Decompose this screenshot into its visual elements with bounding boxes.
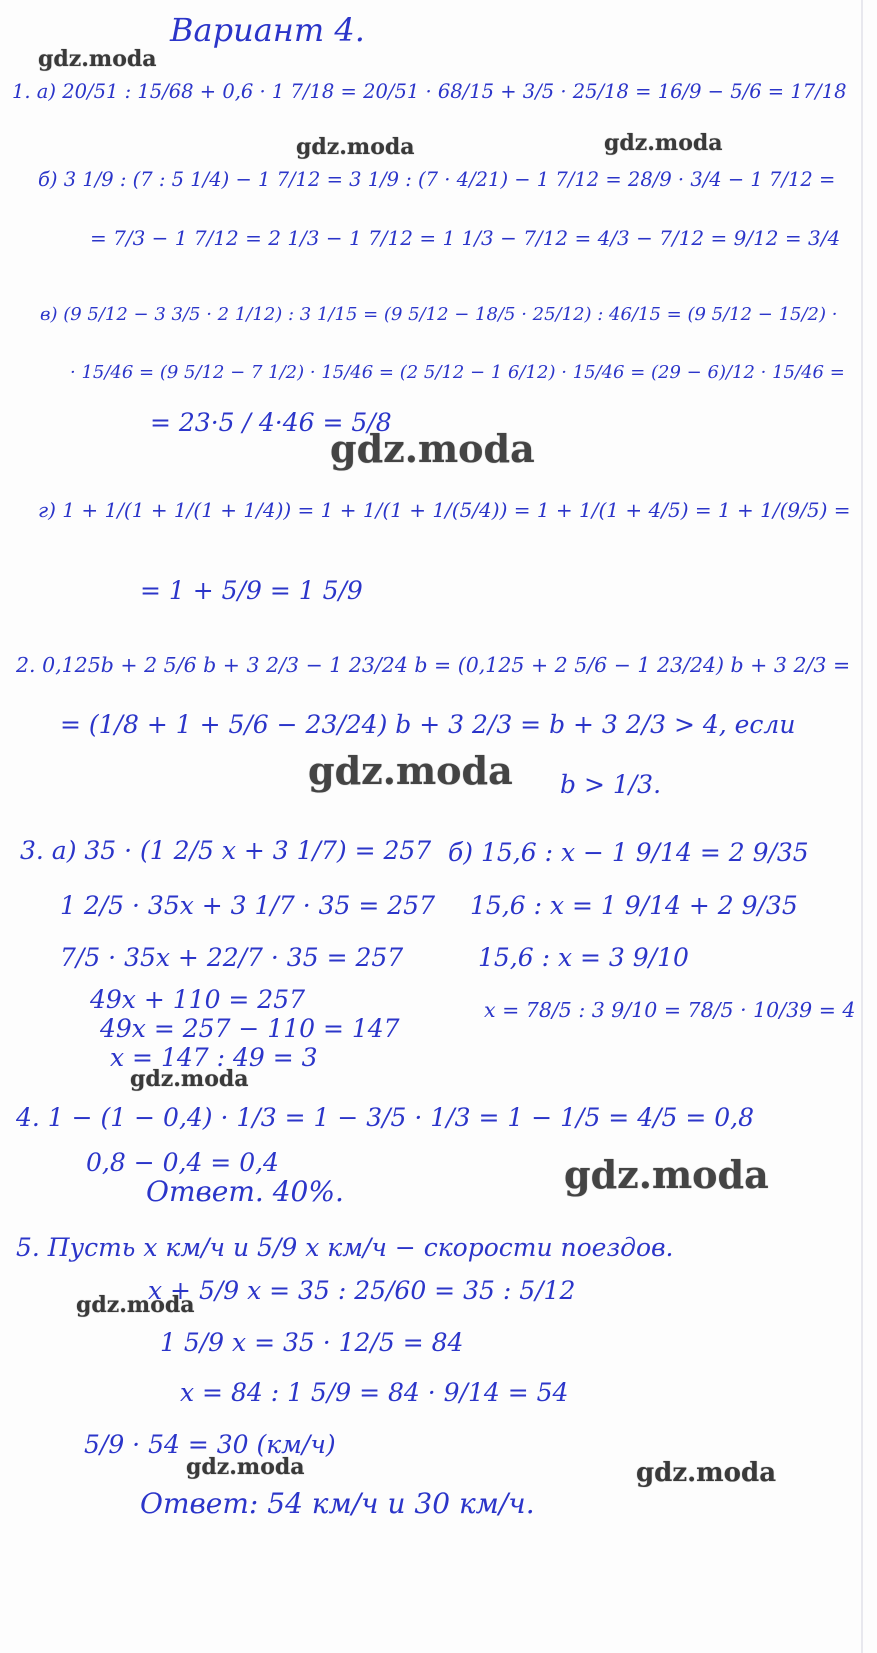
task1-b-line2: = 7/3 − 1 7/12 = 2 1/3 − 1 7/12 = 1 1/3 − 7/12 = 4/3 − 7/12 = 9/12 = 3/4 — [90, 226, 841, 250]
task5-line1: 5. Пусть x км/ч и 5/9 x км/ч − скорости поездов. — [16, 1233, 674, 1262]
watermark: gdz.moda — [296, 134, 415, 160]
task3a-line2: 1 2/5 · 35x + 3 1/7 · 35 = 257 — [60, 891, 435, 920]
watermark: gdz.moda — [308, 748, 513, 793]
watermark: gdz.moda — [130, 1066, 249, 1092]
task1-v-line1: в) (9 5/12 − 3 3/5 · 2 1/12) : 3 1/15 = (9 5/12 − 18/5 · 25/12) : 46/15 = (9 5/12 − 15/2) · — [40, 304, 838, 325]
task3a-line4: 49x + 110 = 257 — [90, 985, 306, 1014]
task1-a-line: 1. а) 20/51 : 15/68 + 0,6 · 1 7/18 = 20/51 · 68/15 + 3/5 · 25/18 = 16/9 − 5/6 = 17/18 — [12, 80, 847, 103]
page-edge — [861, 0, 863, 1653]
task2-line1: 2. 0,125b + 2 5/6 b + 3 2/3 − 1 23/24 b = (0,125 + 2 5/6 − 1 23/24) b + 3 2/3 = — [16, 653, 851, 677]
task5-line4: x = 84 : 1 5/9 = 84 · 9/14 = 54 — [180, 1378, 569, 1407]
task1-g-line1: г) 1 + 1/(1 + 1/(1 + 1/4)) = 1 + 1/(1 + 1/(5/4)) = 1 + 1/(1 + 4/5) = 1 + 1/(9/5) = — [38, 498, 851, 522]
task4-answer: Ответ. 40%. — [146, 1175, 344, 1208]
task4-line1: 4. 1 − (1 − 0,4) · 1/3 = 1 − 3/5 · 1/3 = 1 − 1/5 = 4/5 = 0,8 — [16, 1103, 755, 1132]
task1-g-line2: = 1 + 5/9 = 1 5/9 — [140, 576, 363, 605]
watermark: gdz.moda — [330, 426, 535, 471]
task3a-line1: 3. а) 35 · (1 2/5 x + 3 1/7) = 257 — [20, 836, 432, 865]
task1-b-line1: б) 3 1/9 : (7 : 5 1/4) − 1 7/12 = 3 1/9 : (7 · 4/21) − 1 7/12 = 28/9 · 3/4 − 1 7/12 = — [38, 168, 836, 191]
task2-line3: b > 1/3. — [560, 770, 662, 799]
page-title: Вариант 4. — [170, 11, 365, 49]
task4-line2: 0,8 − 0,4 = 0,4 — [86, 1148, 279, 1177]
watermark: gdz.moda — [186, 1454, 305, 1480]
watermark: gdz.moda — [636, 1458, 777, 1488]
task2-line2: = (1/8 + 1 + 5/6 − 23/24) b + 3 2/3 = b + 3 2/3 > 4, если — [60, 710, 796, 739]
task1-v-line3: = 23·5 / 4·46 = 5/8 — [150, 408, 392, 437]
watermark: gdz.moda — [604, 130, 723, 156]
task5-line2: x + 5/9 x = 35 : 25/60 = 35 : 5/12 — [148, 1276, 576, 1305]
task3a-line5: 49x = 257 − 110 = 147 — [100, 1014, 400, 1043]
task5-line5: 5/9 · 54 = 30 (км/ч) — [84, 1430, 336, 1459]
task5-answer: Ответ: 54 км/ч и 30 км/ч. — [140, 1487, 535, 1520]
task3b-line3: 15,6 : x = 3 9/10 — [478, 943, 689, 972]
watermark: gdz.moda — [564, 1152, 769, 1197]
watermark: gdz.moda — [38, 46, 157, 72]
task3a-line3: 7/5 · 35x + 22/7 · 35 = 257 — [60, 943, 404, 972]
watermark: gdz.moda — [76, 1292, 195, 1318]
task3a-line6: x = 147 : 49 = 3 — [110, 1043, 318, 1072]
task1-v-line2: · 15/46 = (9 5/12 − 7 1/2) · 15/46 = (2 5/12 − 1 6/12) · 15/46 = (29 − 6)/12 · 15/46 = — [70, 362, 845, 383]
task3b-line2: 15,6 : x = 1 9/14 + 2 9/35 — [470, 891, 798, 920]
task3b-line4: x = 78/5 : 3 9/10 = 78/5 · 10/39 = 4 — [484, 998, 856, 1022]
task3b-line1: б) 15,6 : x − 1 9/14 = 2 9/35 — [448, 838, 809, 867]
task5-line3: 1 5/9 x = 35 · 12/5 = 84 — [160, 1328, 464, 1357]
